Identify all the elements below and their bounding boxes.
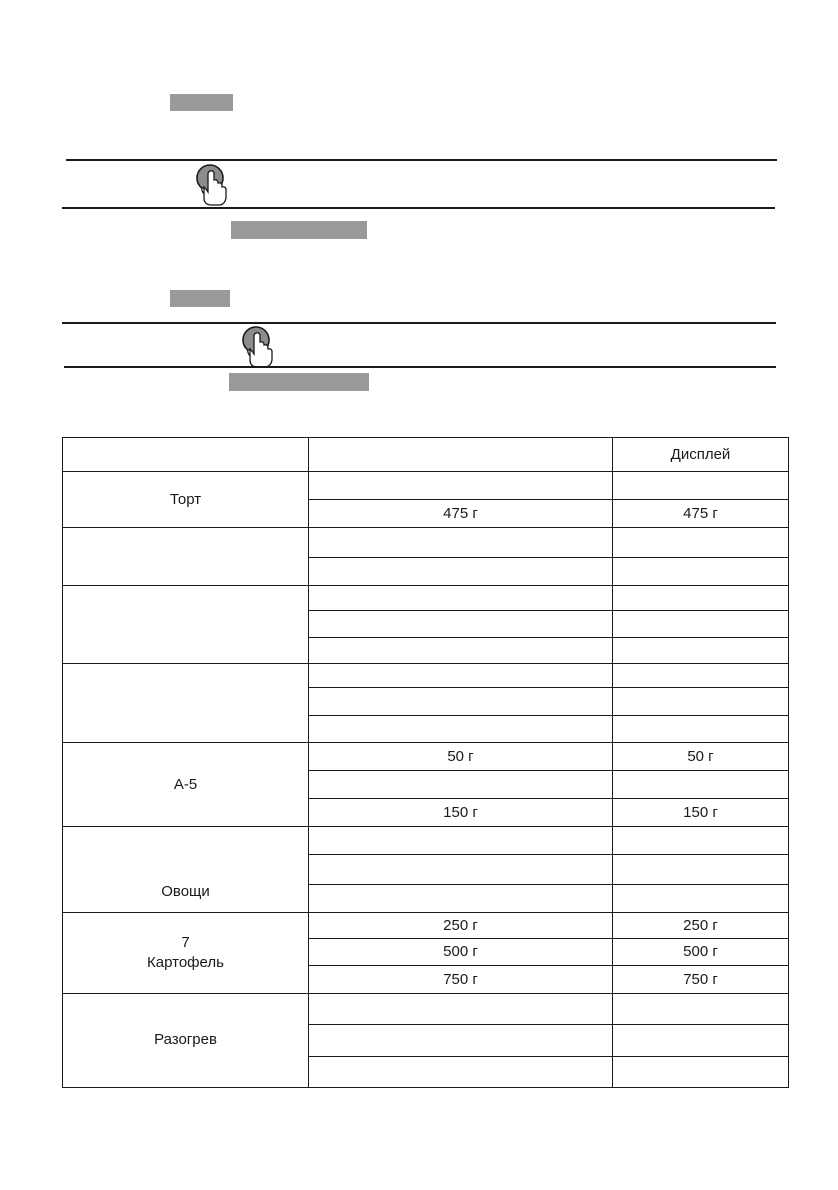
display-cell	[613, 993, 789, 1024]
weight-cell	[309, 611, 613, 638]
display-cell	[613, 855, 789, 884]
display-cell	[613, 771, 789, 799]
category-2	[63, 528, 309, 586]
category-reheat: Разогрев	[63, 993, 309, 1087]
display-cell	[613, 716, 789, 743]
display-cell: 50 г	[613, 743, 789, 771]
category-3	[63, 586, 309, 664]
header-menu	[63, 438, 309, 472]
weight-cell	[309, 664, 613, 688]
weight-cell	[309, 855, 613, 884]
table-row	[63, 664, 789, 688]
weight-cell: 475 г	[309, 500, 613, 528]
dial-knob-icon	[238, 324, 278, 370]
weight-cell	[309, 884, 613, 912]
display-cell	[613, 1056, 789, 1087]
display-cell	[613, 664, 789, 688]
display-cell: 750 г	[613, 965, 789, 993]
table-row	[63, 912, 789, 938]
display-cell	[613, 638, 789, 664]
separator-line-1	[66, 159, 777, 161]
category-a5: А-5	[63, 743, 309, 827]
separator-line-2	[62, 207, 775, 209]
display-cell: 475 г	[613, 500, 789, 528]
display-cell	[613, 1024, 789, 1056]
display-cell: 250 г	[613, 912, 789, 938]
dial-knob-icon	[192, 162, 232, 208]
weight-cell: 750 г	[309, 965, 613, 993]
table-row	[63, 993, 789, 1024]
category-potato-number: 7	[181, 933, 190, 951]
header-display: Дисплей	[613, 438, 789, 472]
weight-cell	[309, 688, 613, 716]
weight-cell: 250 г	[309, 912, 613, 938]
display-cell	[613, 472, 789, 500]
separator-line-4	[64, 366, 776, 368]
table-row	[63, 472, 789, 500]
display-cell	[613, 884, 789, 912]
weight-cell	[309, 827, 613, 855]
display-cell	[613, 611, 789, 638]
category-4	[63, 664, 309, 743]
header-weight	[309, 438, 613, 472]
weight-cell: 500 г	[309, 938, 613, 965]
redacted-label-3	[170, 290, 230, 307]
weight-cell	[309, 716, 613, 743]
table-row	[63, 743, 789, 771]
weight-cell	[309, 771, 613, 799]
auto-menu-table	[62, 437, 789, 1088]
category-vegetables: Овощи	[63, 827, 309, 912]
weight-cell	[309, 638, 613, 664]
table-row	[63, 528, 789, 558]
display-cell	[613, 827, 789, 855]
weight-cell	[309, 586, 613, 611]
table-row	[63, 827, 789, 855]
display-cell: 150 г	[613, 799, 789, 827]
display-cell	[613, 528, 789, 558]
weight-cell	[309, 1056, 613, 1087]
category-potato-name: Картофель	[147, 953, 224, 971]
separator-line-3	[62, 322, 776, 324]
category-potato	[63, 912, 309, 993]
weight-cell: 50 г	[309, 743, 613, 771]
weight-cell: 150 г	[309, 799, 613, 827]
weight-cell	[309, 1024, 613, 1056]
table-row	[63, 586, 789, 611]
weight-cell	[309, 993, 613, 1024]
display-cell	[613, 558, 789, 586]
redacted-label-1	[170, 94, 233, 111]
table-header-row	[63, 438, 789, 472]
redacted-label-2	[231, 221, 367, 239]
weight-cell	[309, 472, 613, 500]
display-cell: 500 г	[613, 938, 789, 965]
display-cell	[613, 586, 789, 611]
category-cake: Торт	[63, 472, 309, 528]
redacted-label-4	[229, 373, 369, 391]
display-cell	[613, 688, 789, 716]
weight-cell	[309, 558, 613, 586]
weight-cell	[309, 528, 613, 558]
